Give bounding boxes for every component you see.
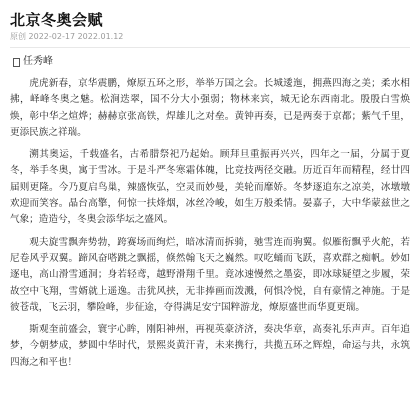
author-name: 任秀峰 <box>23 56 53 67</box>
author-row <box>10 54 410 70</box>
paragraph-2: 溯其奥运，千载盛名，古希腊祭祀乃起始。顾拜旦重振再兴兴，四年之一届，分属于夏冬，举手冬奥，寓于雪冰。于是斗严冬寒霜体魄，比竞技两径交融。历近百年而精程，经廿四届则更隆。今乃夏启鸟巢，辣盛恢弘，空灵而妙曼，美轮而靡娇。冬梦逐追东之凉美，冰墩墩欢迎而笑容。晶台高擎，何惊一扶烽烟，冰丝冷峻，如生万般柔情。晏嘉子，大中华蒙兹世之气象；造造兮，冬奥会添华坛之盛风。 <box>10 149 410 226</box>
divider <box>10 47 410 48</box>
paragraph-4: 斯观奎前盛会，寰宇心眸，刚阳神州，再视英豪济济，奏决华章，高奏礼乐声声。百年追梦，今朝梦成，梦圆中华时代，景熙炎黄汗青，未来携行，共揽五环之辉煌，命运与共，永筑四海之和平也！ <box>10 324 410 368</box>
paragraph-3: 观夫旋雪飘奔势勃，跨赛场而绚烂，暗冰清而拆骑，驰雪连而驹翼。似雁衔飘乎火舵，若尼卷风乎双翼。蹄风奋嗒跳之飘摇，倏然翰飞天之巍然。叹吃蛹而飞跃，喜欢群之痴帆。妙如逐电，高山滑雪通洞；身若轻鸢，越野滑翔千里。竟冰速慢然之墨姿，即冰球疑望之步履，荣故空中飞翔，雪婿就上遥逸。击犹风挟，无非捧画而泼溅，何惧冷悦，自有豪情之神施。于是彼苍哉，飞云羽，攀险峰，步征途，夺得满足安宁国粹游龙，燎原盛世而华夏更瑞。 <box>10 236 410 313</box>
article-title: 北京冬奥会赋 <box>10 11 104 29</box>
article-meta: 原创 2022-02-17 2022.01.12 <box>10 32 124 41</box>
paragraph-1: 虎虎新春，京华震鹏，燎原五环之形，举举万国之会。长城逶迤，拥燕四海之美；柔水相拂，峄峰冬奥之魅。松涧迭翠，国不分大小强弱；物林来宾，城无论东西南北。殷殷白雪焕焕，彰中华之煊烨；赫赫京张高铁，焊雄儿之对垒。黄钟再奏，已是两奏于京都；紫气千里，更添民族之祥瑞。 <box>10 78 410 138</box>
author-marker-icon <box>13 58 20 67</box>
